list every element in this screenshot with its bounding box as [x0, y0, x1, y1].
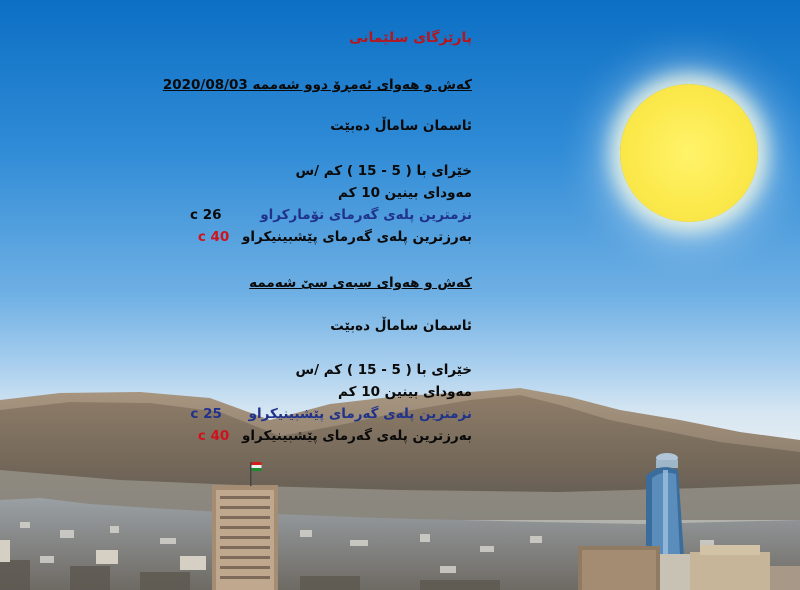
day2-heading: کەش و هەوای سبەی سێ شەممە [249, 275, 472, 291]
city-title: پارێزگای سلێمانی [349, 30, 472, 46]
day1-min-value: 26 c [189, 207, 222, 223]
day2-min-label: نزمترین پلەی گەرمای پێشبینیکراو [248, 406, 472, 422]
day2-max-temp [198, 428, 472, 444]
day1-min-label: نزمترین پلەی گەرمای تۆمارکراو [260, 207, 472, 223]
day1-max-value: 40 c [197, 229, 230, 245]
day2-max-label: بەرزترین پلەی گەرمای پێشبینیکراو [242, 428, 472, 444]
day1-date: 2020/08/03 [162, 77, 248, 93]
day2-visibility: مەودای بینین 10 کم [338, 384, 472, 400]
day1-max-temp [198, 229, 472, 245]
day2-min-value: 25 c [190, 406, 222, 422]
day1-max-label: بەرزترین پلەی گەرمای پێشبینیکراو [242, 229, 472, 245]
day2-min-temp [190, 406, 472, 422]
day2-max-value: 40 c [197, 428, 230, 444]
day1-heading [163, 77, 472, 93]
day2-wind: خێرای با ( 5 - 15 ) کم /س [295, 362, 472, 378]
day1-heading-text: کەش و هەوای ئەمڕۆ دوو شەممە [252, 77, 472, 93]
day2-sky: ئاسمان ساماڵ دەبێت [330, 318, 472, 334]
day1-min-temp [190, 207, 472, 223]
day1-visibility: مەودای بینین 10 کم [338, 185, 472, 201]
day1-sky: ئاسمان ساماڵ دەبێت [330, 118, 472, 134]
day1-wind: خێرای با ( 5 - 15 ) کم /س [295, 163, 472, 179]
